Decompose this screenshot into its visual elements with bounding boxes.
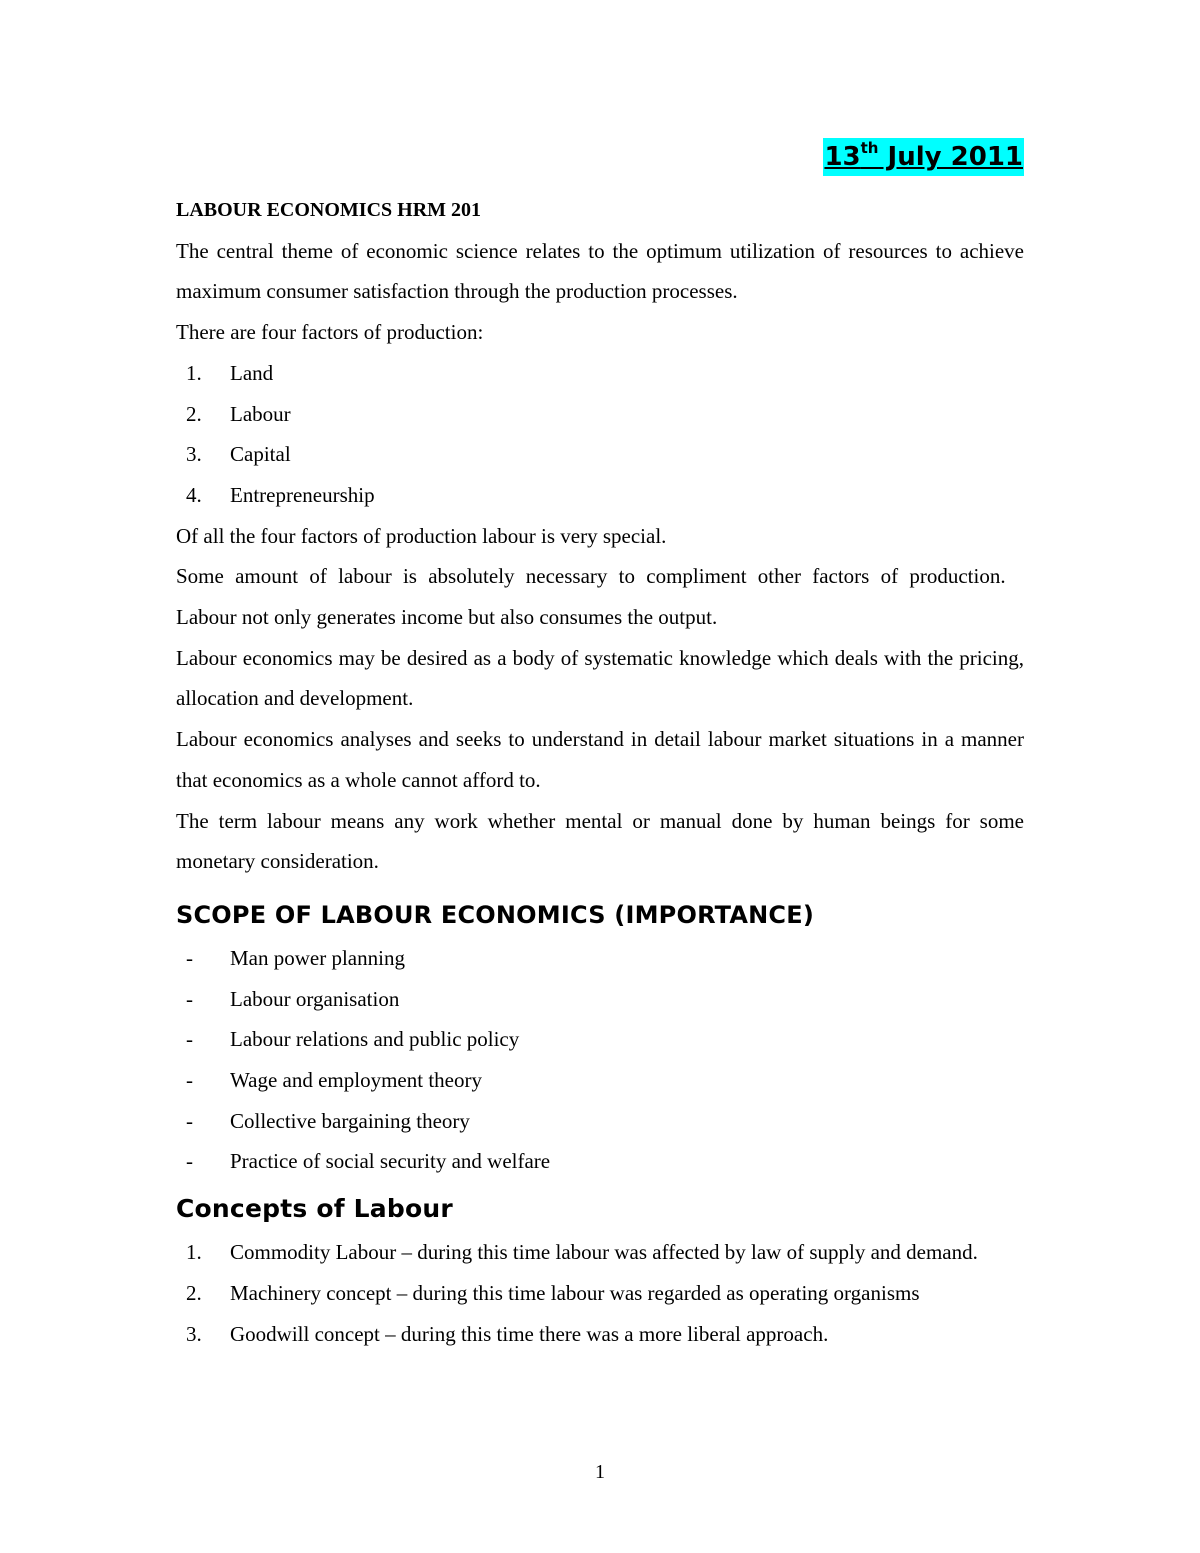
list-number: 3.	[186, 442, 202, 467]
list-number: 4.	[186, 482, 202, 507]
dash-marker: -	[186, 986, 193, 1011]
date-rest: July 2011	[878, 142, 1023, 172]
factors-intro: There are four factors of production:	[176, 320, 484, 345]
dash-marker: -	[186, 1108, 193, 1133]
list-number: 2.	[186, 401, 202, 426]
paragraph: The term labour means any work whether mental or manual done by human beings for some monetary consideration.	[176, 808, 1024, 874]
paragraph: Some amount of labour is absolutely necessary to compliment other factors of production.	[176, 564, 1006, 589]
list-number: 2.	[186, 1280, 202, 1305]
list-item-text: Entrepreneurship	[230, 482, 375, 507]
list-number: 1.	[186, 360, 202, 385]
list-item	[176, 1273, 1024, 1314]
list-number: 1.	[186, 1240, 202, 1265]
list-item	[176, 1232, 1024, 1273]
list-item	[176, 1101, 1024, 1142]
list-item	[176, 1314, 1024, 1355]
intro-paragraph: The central theme of economic science relates to the optimum utilization of resources to achieve maximum consumer satisfaction through the production processes.	[176, 238, 1024, 304]
list-item	[176, 475, 1024, 516]
list-item	[176, 434, 1024, 475]
list-item	[176, 394, 1024, 435]
list-item	[176, 1019, 1024, 1060]
list-item-text: Practice of social security and welfare	[230, 1149, 551, 1174]
factors-list	[176, 353, 1024, 516]
list-item	[176, 1141, 1024, 1182]
paragraph: Of all the four factors of production labour is very special.	[176, 523, 667, 548]
lecture-date	[823, 138, 1024, 176]
date-suffix: th	[860, 139, 879, 157]
list-item-text: Land	[230, 360, 274, 385]
list-item-text: Capital	[230, 442, 291, 467]
list-item	[176, 979, 1024, 1020]
list-item-text: Commodity Labour – during this time labour was affected by law of supply and demand.	[230, 1240, 978, 1265]
list-item-text: Labour organisation	[230, 986, 400, 1011]
list-item-text: Goodwill concept – during this time there was a more liberal approach.	[230, 1321, 829, 1346]
list-item-text: Wage and employment theory	[230, 1068, 482, 1093]
paragraph: Labour economics analyses and seeks to understand in detail labour market situations in a manner that economics as a whole cannot afford to.	[176, 727, 1024, 792]
list-number: 3.	[186, 1321, 202, 1346]
page-content	[176, 138, 1024, 1354]
dash-marker: -	[186, 1149, 193, 1174]
paragraph: Labour not only generates income but also consumes the output.	[176, 605, 718, 630]
dash-marker: -	[186, 945, 193, 970]
scope-heading: SCOPE OF LABOUR ECONOMICS (IMPORTANCE)	[176, 900, 815, 929]
date-day: 13	[824, 142, 861, 172]
list-item-text: Labour	[230, 401, 291, 426]
scope-list	[176, 938, 1024, 1182]
dash-marker: -	[186, 1027, 193, 1052]
list-item-text: Labour relations and public policy	[230, 1027, 520, 1052]
concepts-heading: Concepts of Labour	[176, 1194, 453, 1224]
list-item	[176, 353, 1024, 394]
list-item-text: Man power planning	[230, 945, 405, 970]
page-number: 1	[595, 1461, 605, 1483]
date-row	[176, 138, 1024, 182]
list-item	[176, 1060, 1024, 1101]
list-item	[176, 938, 1024, 979]
course-title: LABOUR ECONOMICS HRM 201	[176, 199, 482, 221]
dash-marker: -	[186, 1068, 193, 1093]
paragraph: Labour economics may be desired as a body of systematic knowledge which deals with the pricing, allocation and development.	[176, 645, 1024, 711]
list-item-text: Collective bargaining theory	[230, 1108, 470, 1133]
concepts-list	[176, 1232, 1024, 1354]
list-item-text: Machinery concept – during this time labour was regarded as operating organisms	[230, 1280, 920, 1305]
